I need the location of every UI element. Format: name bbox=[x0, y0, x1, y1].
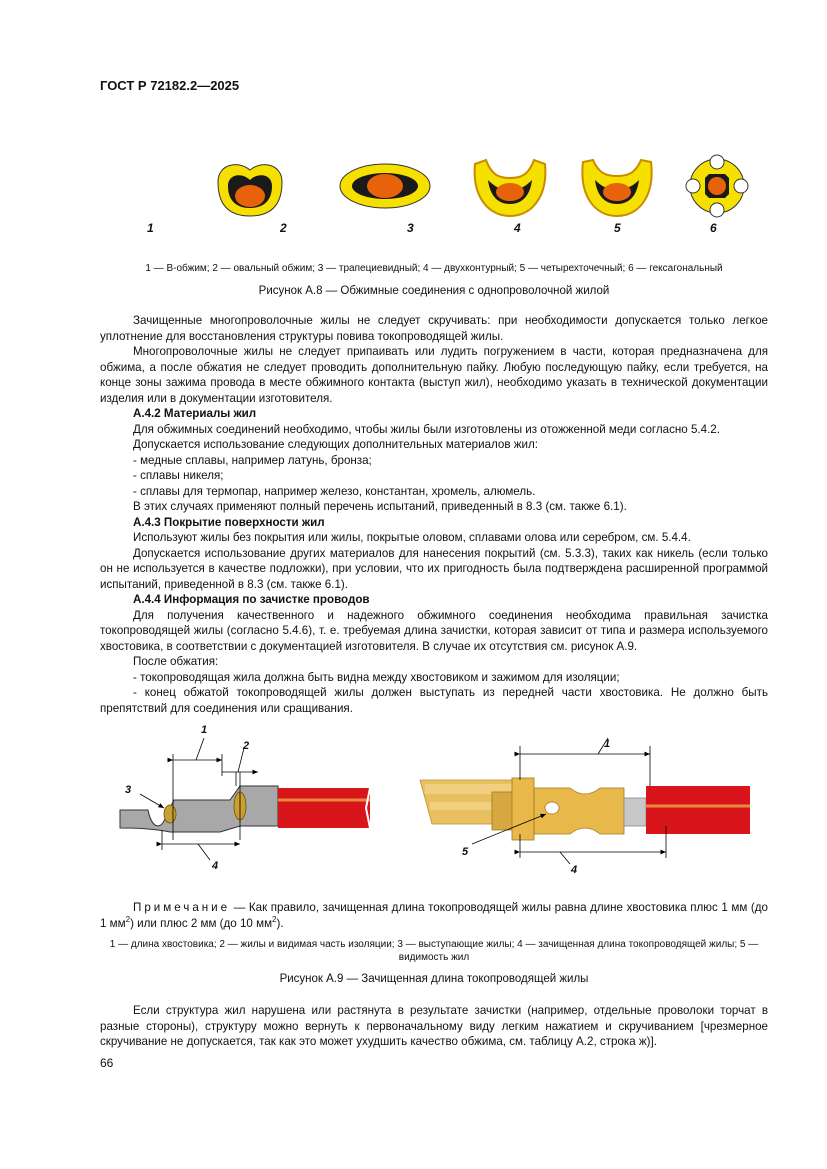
oval-crimp-shape bbox=[340, 164, 430, 208]
superscript: 2 bbox=[272, 915, 277, 925]
paragraph: Зачищенные многопроволочные жилы не следует скручивать: при необходимости допускается только легкое уплотнение для восстановления структуры повива токопроводящей жилы. bbox=[100, 314, 768, 343]
superscript: 2 bbox=[125, 915, 131, 925]
right-terminal-drawing bbox=[420, 738, 750, 864]
note-text: — Как правило, зачищенная длина токопроводящей жилы равна длине хвостовика плюс 1 мм (до 1 мм bbox=[100, 901, 768, 930]
paragraph: После обжатия: bbox=[133, 655, 219, 668]
section-heading: А.4.4 Информация по зачистке проводов bbox=[133, 593, 370, 606]
left-terminal-drawing bbox=[120, 738, 370, 860]
page-number: 66 bbox=[100, 1056, 114, 1070]
figure-a8-number-4: 4 bbox=[514, 221, 521, 235]
double-contour-crimp-shape bbox=[582, 160, 651, 216]
figure-a9-legend: 1 — длина хвостовика; 2 — жилы и видимая часть изоляции; 3 — выступающие жилы; 4 — зачищенная длина токопроводящей жилы; 5 — видимость жил bbox=[109, 939, 759, 963]
figure-a9-caption: Рисунок А.9 — Зачищенная длина токопроводящей жилы bbox=[279, 973, 589, 985]
paragraph: Если структура жил нарушена или растянута в результате зачистки (например, отдельные проволоки торчат в разные стороны), структуру можно вернуть к первоначальному виду легким нажатием и скручиванием [чрезмерное скручивание не допускается, так как это может ухудшить качество обжима, см. таблицу А.2, строка ж)]. bbox=[100, 1004, 768, 1048]
list-item: - медные сплавы, например латунь, бронза; bbox=[133, 453, 372, 467]
figure-a9-label-1-left: 1 bbox=[201, 724, 208, 736]
list-item: - сплавы для термопар, например железо, константан, хромель, алюмель. bbox=[133, 484, 536, 498]
trapezoid-crimp-shape bbox=[475, 160, 546, 216]
note-text: ) или плюс 2 мм (до 10 мм bbox=[130, 917, 273, 930]
paragraph: Допускается использование других материалов для нанесения покрытий (см. 5.3.3), таких как никель (если только он не используется в качестве подложки), при условии, что их пригодность была подтверждена расширенной программой испытаний, приведенной в 8.3 (см. также 6.1). bbox=[100, 546, 768, 591]
figure-a9-drawing bbox=[100, 720, 780, 880]
figure-a8-number-2: 2 bbox=[280, 221, 287, 235]
figure-a8-legend: 1 — В-обжим; 2 — овальный обжим; 3 — трапециевидный; 4 — двухконтурный; 5 — четырехточечный; 6 — гексагональный bbox=[145, 263, 723, 274]
figure-a8-crimp-shapes bbox=[100, 150, 780, 250]
paragraph: В этих случаях применяют полный перечень испытаний, приведенный в 8.3 (см. также 6.1). bbox=[133, 500, 627, 513]
list-item: - сплавы никеля; bbox=[133, 469, 224, 482]
paragraph: Многопроволочные жилы не следует припаивать или лудить погружением в части, которая предназначена для обжима, а после обжатия не следует проводить дополнительную пайку. Любую последующую пайку, если требуется, на конце зоны зажима провода в месте обжимного контакта (выступ жил), необходимо указать в технической документации изделия или в документации изготовителя. bbox=[100, 345, 768, 405]
list-item: - конец обжатой токопроводящей жилы должен выступать из передней части хвостовика. Не должно быть препятствий для соединения или сращивания. bbox=[100, 686, 768, 715]
paragraph: Допускается использование следующих дополнительных материалов жил: bbox=[133, 438, 538, 451]
b-crimp-shape bbox=[218, 165, 282, 216]
paragraph: Используют жилы без покрытия или жилы, покрытые оловом, сплавами олова или серебром, см. 5.4.4. bbox=[133, 531, 691, 544]
figure-a9-label-2: 2 bbox=[243, 740, 250, 752]
figure-a8-number-6: 6 bbox=[710, 221, 717, 235]
figure-a9-label-4-right: 4 bbox=[571, 864, 578, 876]
figure-a8-number-1: 1 bbox=[147, 221, 154, 235]
figure-a9-label-1-right: 1 bbox=[604, 738, 611, 750]
list-item: - токопроводящая жила должна быть видна между хвостовиком и зажимом для изоляции; bbox=[133, 670, 620, 684]
closing-text bbox=[100, 1003, 768, 1050]
four-point-crimp-shape bbox=[686, 155, 748, 217]
note-label: Примечание bbox=[133, 901, 231, 914]
figure-a8-caption: Рисунок А.8 — Обжимные соединения с однопроволочной жилой bbox=[258, 285, 610, 297]
figure-a9-label-5: 5 bbox=[462, 846, 469, 858]
figure-a8-number-5: 5 bbox=[614, 221, 621, 235]
document-header: ГОСТ Р 72182.2—2025 bbox=[100, 78, 240, 93]
paragraph: Для обжимных соединений необходимо, чтобы жилы были изготовлены из отожженной меди согласно 5.4.2. bbox=[133, 422, 720, 436]
paragraph: Для получения качественного и надежного обжимного соединения необходима правильная зачистка токопроводящей жилы (согласно 5.4.6), т. е. требуемая длина зачистки, которая зависит от типа и размера используемого хвостовика, в соответствии с документацией изготовителя. В случае их отсутствия см. рисунок А.9. bbox=[100, 608, 768, 653]
note-text: ). bbox=[276, 917, 284, 930]
figure-a9-label-3: 3 bbox=[125, 784, 132, 796]
figure-a9-note bbox=[100, 900, 768, 932]
section-heading: А.4.3 Покрытие поверхности жил bbox=[133, 515, 325, 529]
figure-a8-number-3: 3 bbox=[407, 221, 414, 235]
figure-a9-label-4-left: 4 bbox=[212, 860, 219, 872]
body-text bbox=[100, 313, 768, 716]
section-heading: А.4.2 Материалы жил bbox=[133, 407, 257, 420]
